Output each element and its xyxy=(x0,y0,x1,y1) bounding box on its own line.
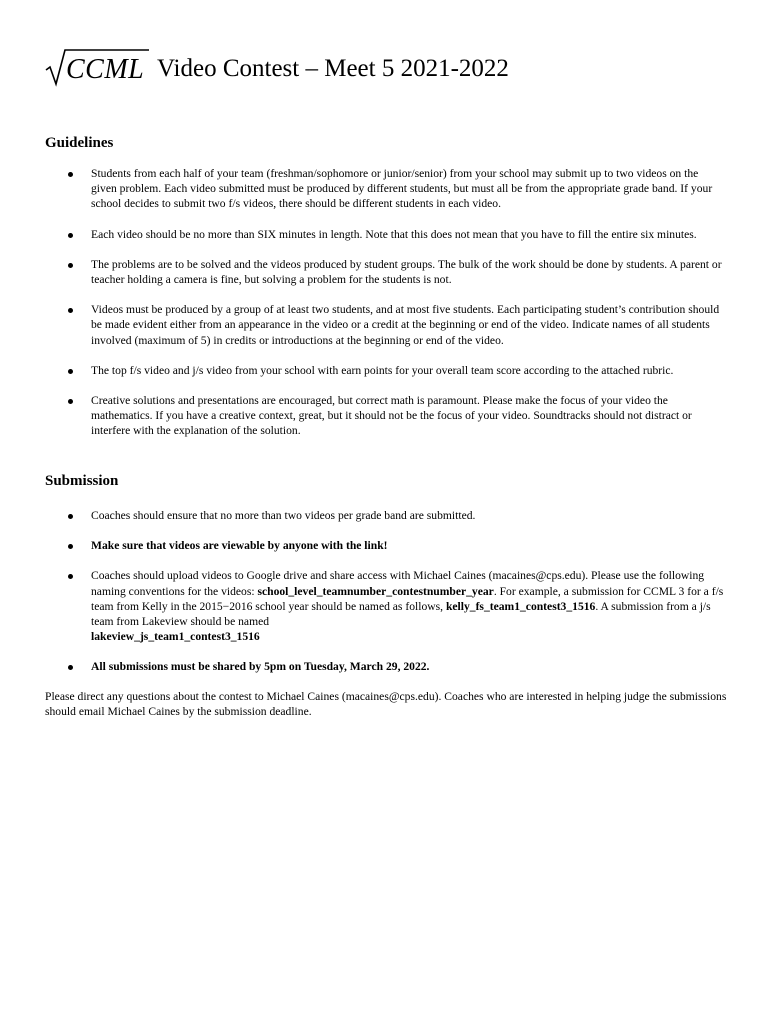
bullet-icon xyxy=(68,172,73,177)
bullet-icon xyxy=(68,263,73,268)
title-row xyxy=(45,44,509,88)
viewable-notice: Make sure that videos are viewable by anyone with the link! xyxy=(91,539,388,553)
list-item-text: Each video should be no more than SIX minutes in length. Note that this does not mean that you have to fill the entire six minutes. xyxy=(91,227,697,241)
bullet-icon xyxy=(68,574,73,579)
list-item xyxy=(45,538,725,553)
bullet-icon xyxy=(68,514,73,519)
bullet-icon xyxy=(68,369,73,374)
submission-list xyxy=(45,508,725,675)
bullet-icon xyxy=(68,544,73,549)
upload-instructions-cont: . For example, a submission for CCML 3 for a f/s team from Kelly in the 2015−2016 school year should be named as follows, xyxy=(91,584,724,613)
list-item xyxy=(45,393,725,439)
list-item-text: Coaches should ensure that no more than two videos per grade band are submitted. xyxy=(91,509,476,522)
list-item xyxy=(45,302,725,348)
list-item-text: Creative solutions and presentations are encouraged, but correct math is paramount. Please make the focus of your video the mathematics. If you have a creative context, great, but it should not be the focus of your video. Soundtracks should not distract or interfere with the explanation of the solution. xyxy=(91,394,692,438)
list-item-text: The problems are to be solved and the videos produced by student groups. The bulk of the work should be done by students. A parent or teacher holding a camera is fine, but solving a problem for the students is not. xyxy=(91,257,722,287)
submission-heading: Submission xyxy=(45,473,119,489)
logo-text: CCML xyxy=(66,54,145,85)
list-item xyxy=(45,227,725,242)
page-title: Video Contest – Meet 5 2021-2022 xyxy=(157,55,509,82)
deadline-notice: All submissions must be shared by 5pm on Tuesday, March 29, 2022. xyxy=(91,660,430,674)
naming-convention: school_level_teamnumber_contestnumber_year xyxy=(257,584,494,598)
list-item-text: Videos must be produced by a group of at least two students, and at most five students. Each participating student’s contribution should be made evident either from an appearance in the video or a credit at the beginning or end of the video. Indicate names of all students involved (maximum of 5) in credits or introductions at the beginning or end of the video. xyxy=(91,303,720,347)
bullet-icon xyxy=(68,665,73,670)
list-item xyxy=(45,568,725,644)
guidelines-heading: Guidelines xyxy=(45,135,114,151)
upload-instructions-cont2: . A submission from a j/s team from Lakeview should be named xyxy=(91,599,711,629)
list-item xyxy=(45,257,725,287)
list-item xyxy=(45,166,725,212)
bullet-icon xyxy=(68,399,73,404)
example-filename-kelly: kelly_fs_team1_contest3_1516 xyxy=(445,599,596,613)
closing-paragraph: Please direct any questions about the contest to Michael Caines (macaines@cps.edu). Coaches who are interested in helping judge the submissions should email Michael Caines by the submission deadline. xyxy=(45,690,727,719)
list-item xyxy=(45,508,725,523)
list-item xyxy=(45,363,725,378)
ccml-logo xyxy=(45,46,151,88)
list-item-text: Students from each half of your team (freshman/sophomore or junior/senior) from your school may submit up to two videos on the given problem. Each video submitted must be produced by different students, but must all be from the appropriate grade band. If your school decides to submit two f/s videos, there should be different students in each video. xyxy=(91,167,713,211)
upload-instructions: Coaches should upload videos to Google drive and share access with Michael Caines (macaines@cps.edu). Please use the following naming conventions for the videos: xyxy=(91,569,705,598)
bullet-icon xyxy=(68,308,73,313)
list-item-text: The top f/s video and j/s video from your school with earn points for your overall team score according to the attached rubric. xyxy=(91,363,674,377)
guidelines-list xyxy=(45,166,725,439)
bullet-icon xyxy=(68,233,73,238)
example-filename-lakeview: lakeview_js_team1_contest3_1516 xyxy=(91,630,260,644)
list-item xyxy=(45,659,725,674)
